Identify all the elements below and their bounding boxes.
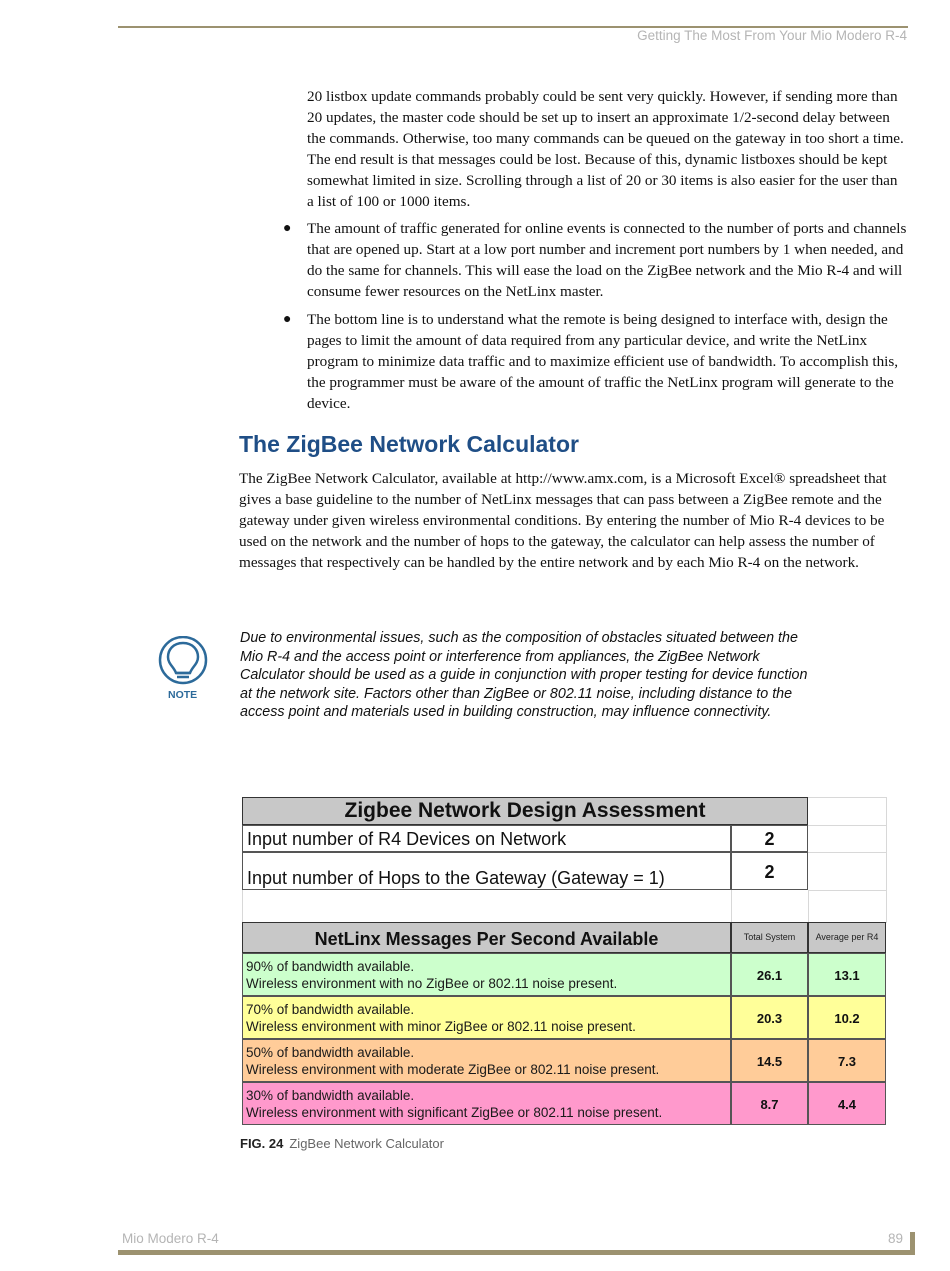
bullet-dot-icon: ● bbox=[283, 221, 292, 236]
row-environment: Wireless environment with minor ZigBee or 802.11 noise present. bbox=[246, 1019, 636, 1034]
figure-caption-text: ZigBee Network Calculator bbox=[289, 1136, 444, 1151]
gridline bbox=[808, 890, 809, 922]
figure-number: FIG. 24 bbox=[240, 1136, 284, 1151]
figure-caption bbox=[240, 1136, 444, 1151]
table-row-label bbox=[242, 996, 731, 1039]
row-environment: Wireless environment with no ZigBee or 802.11 noise present. bbox=[246, 976, 618, 991]
footer-product: Mio Modero R-4 bbox=[122, 1231, 219, 1246]
row-total-value: 8.7 bbox=[731, 1082, 808, 1125]
bullet-text: The amount of traffic generated for online events is connected to the number of ports and channels that are opened up. Start at a low port number and increment port numbers by 1 when needed, and do the same for channels. This will ease the load on the ZigBee network and the Mio R-4 and will consume fewer resources on the NetLinx master. bbox=[307, 220, 907, 300]
gridline bbox=[808, 797, 887, 798]
row-bandwidth: 50% of bandwidth available. bbox=[246, 1045, 415, 1060]
zigbee-calculator-spreadsheet bbox=[242, 797, 887, 1127]
gridline bbox=[808, 825, 887, 826]
row-bandwidth: 90% of bandwidth available. bbox=[246, 959, 415, 974]
row-total-value: 20.3 bbox=[731, 996, 808, 1039]
table-row-label bbox=[242, 953, 731, 996]
col-total-header: Total System bbox=[731, 922, 808, 953]
row-bandwidth: 70% of bandwidth available. bbox=[246, 1002, 415, 1017]
row-total-value: 26.1 bbox=[731, 953, 808, 996]
section-paragraph: The ZigBee Network Calculator, available at http://www.amx.com, is a Microsoft Excel® spreadsheet that gives a base guideline to the number of NetLinx messages that can pass between a ZigBee remote and the gateway under given wireless environmental conditions. By entering the number of Mio R-4 devices to be used on the network and the number of hops to the gateway, the calculator can help assess the number of messages that respectively can be handled by the entire network and by each Mio R-4 on the network. bbox=[239, 470, 887, 571]
gridline bbox=[731, 890, 732, 922]
section-title: The ZigBee Network Calculator bbox=[239, 431, 579, 457]
row-average-value: 10.2 bbox=[808, 996, 886, 1039]
row-environment: Wireless environment with significant ZigBee or 802.11 noise present. bbox=[246, 1105, 663, 1120]
input-hops-value[interactable]: 2 bbox=[731, 852, 808, 890]
page-number: 89 bbox=[888, 1231, 904, 1246]
footer-rule-corner bbox=[910, 1232, 915, 1255]
bullet-dot-icon: ● bbox=[283, 312, 292, 327]
col-average-header: Average per R4 bbox=[808, 922, 886, 953]
row-average-value: 4.4 bbox=[808, 1082, 886, 1125]
continued-paragraph: 20 listbox update commands probably could be sent very quickly. However, if sending more than 20 updates, the master code should be set up to insert an approximate 1/2-second delay between the commands. Otherwise, too many commands can be queued on the gateway in too short a time. The end result is that messages could be lost. Because of this, dynamic listboxes should be kept somewhat limited in size. Scrolling through a list of 20 or 30 items is also easier for the user than a list of 100 or 1000 items. bbox=[307, 88, 904, 210]
gridline bbox=[808, 852, 887, 853]
sheet-title: Zigbee Network Design Assessment bbox=[242, 797, 808, 825]
input-devices-value[interactable]: 2 bbox=[731, 825, 808, 852]
note-label: NOTE bbox=[168, 689, 198, 701]
row-total-value: 14.5 bbox=[731, 1039, 808, 1082]
row-average-value: 13.1 bbox=[808, 953, 886, 996]
bullet-text: The bottom line is to understand what the remote is being designed to interface with, design the pages to limit the amount of data required from any particular device, and write the NetLinx program to minimize data traffic and to maximize efficient use of bandwidth. To accomplish this, the programmer must be aware of the amount of traffic the NetLinx program will generate to the device. bbox=[307, 311, 899, 412]
row-bandwidth: 30% of bandwidth available. bbox=[246, 1088, 415, 1103]
row-average-value: 7.3 bbox=[808, 1039, 886, 1082]
table-row-label bbox=[242, 1039, 731, 1082]
footer-rule bbox=[118, 1250, 915, 1255]
note-text: Due to environmental issues, such as the composition of obstacles situated between the Mio R-4 and the access point or interference from appliances, the ZigBee Network Calculator should be used as a guide in conjunction with proper testing for device function at the network site. Factors other than ZigBee or 802.11 noise, including distance to the access point and materials used in building construction, may influence connectivity. bbox=[240, 630, 808, 720]
bullet-item bbox=[283, 309, 907, 414]
running-header: Getting The Most From Your Mio Modero R-4 bbox=[637, 28, 907, 43]
input-devices-label: Input number of R4 Devices on Network bbox=[242, 825, 731, 852]
input-hops-label: Input number of Hops to the Gateway (Gateway = 1) bbox=[242, 852, 731, 890]
gridline bbox=[808, 890, 887, 891]
bullet-item bbox=[283, 218, 907, 302]
gridline bbox=[886, 797, 887, 922]
results-header: NetLinx Messages Per Second Available bbox=[242, 922, 731, 953]
row-environment: Wireless environment with moderate ZigBee or 802.11 noise present. bbox=[246, 1062, 660, 1077]
gridline bbox=[242, 890, 243, 922]
table-row-label bbox=[242, 1082, 731, 1125]
